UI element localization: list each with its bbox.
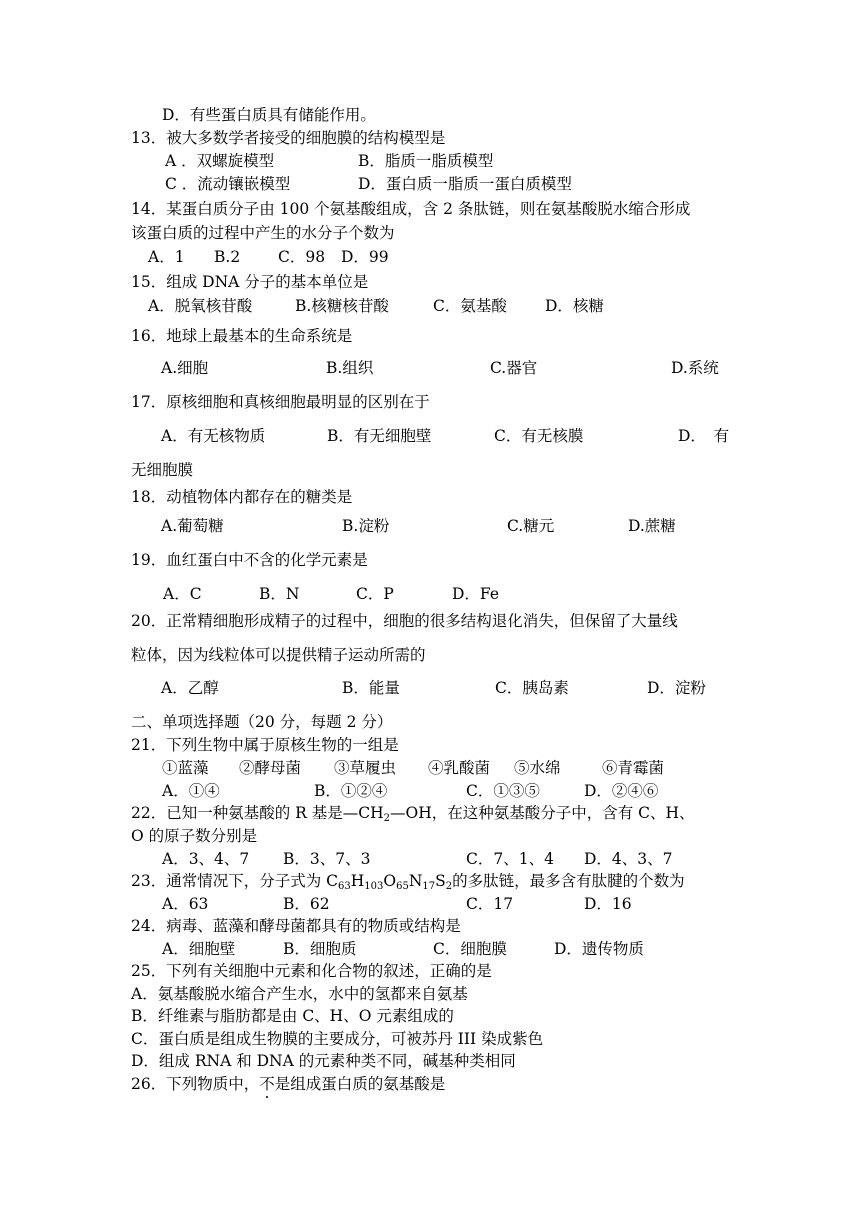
q13-option-b: B．脂质一脂质模型 bbox=[358, 152, 494, 170]
q21-organism-2: ②酵母菌 bbox=[239, 759, 302, 777]
q15-option-b: B.核糖核苷酸 bbox=[295, 297, 389, 315]
q14-option-b: B.2 bbox=[214, 248, 241, 266]
q19-option-b: B．N bbox=[259, 585, 300, 603]
q26-stem-pre: 26．下列物质中， bbox=[131, 1075, 260, 1093]
q23-sub-n: 17 bbox=[422, 881, 436, 892]
q21-option-d: D．②④⑥ bbox=[584, 782, 659, 800]
q25-stem: 25．下列有关细胞中元素和化合物的叙述，正确的是 bbox=[131, 962, 492, 980]
q20-option-a: A．乙醇 bbox=[161, 679, 219, 697]
q20-option-d: D．淀粉 bbox=[647, 679, 706, 697]
q20-stem-line2: 粒体，因为线粒体可以提供精子运动所需的 bbox=[131, 646, 426, 664]
q18-option-d: D.蔗糖 bbox=[628, 517, 676, 535]
q23-stem-pre: 23．通常情况下，分子式为 C bbox=[131, 872, 339, 890]
q21-option-a: A．①④ bbox=[162, 782, 220, 800]
q24-option-a: A．细胞壁 bbox=[162, 940, 236, 958]
q23-sub-h: 103 bbox=[364, 881, 384, 892]
q23-sub-o: 65 bbox=[396, 881, 409, 892]
q23-h: H bbox=[350, 872, 365, 890]
q18-option-a: A.葡萄糖 bbox=[161, 517, 224, 535]
q26-stem bbox=[131, 1074, 445, 1094]
q17-option-c: C．有无核膜 bbox=[494, 427, 584, 445]
q25-option-d: D．组成 RNA 和 DNA 的元素种类不同，碱基种类相同 bbox=[131, 1052, 516, 1070]
q23-option-a: A．63 bbox=[162, 895, 209, 913]
q14-option-a: A．1 bbox=[148, 248, 185, 266]
q21-organism-6: ⑥青霉菌 bbox=[602, 759, 665, 777]
q23-option-b: B．62 bbox=[283, 895, 330, 913]
q21-organism-5: ⑤水绵 bbox=[514, 759, 561, 777]
q18-option-c: C.糖元 bbox=[507, 517, 555, 535]
q23-stem-post: 的多肽链，最多含有肽腱的个数为 bbox=[452, 872, 685, 890]
q17-stem: 17．原核细胞和真核细胞最明显的区别在于 bbox=[131, 393, 430, 411]
q13-option-a: A ．双螺旋模型 bbox=[165, 152, 275, 170]
q16-option-b: B.组织 bbox=[326, 359, 374, 377]
q23-n: N bbox=[408, 872, 423, 890]
q22-stem-part1: 22．已知一种氨基酸的 R 基是—CH bbox=[131, 804, 384, 822]
q13-option-d: D．蛋白质一脂质一蛋白质模型 bbox=[358, 175, 572, 193]
q22-option-c: C．7、1、4 bbox=[466, 850, 554, 868]
q14-stem-line2: 该蛋白质的过程中产生的水分子个数为 bbox=[131, 224, 395, 242]
q23-o: O bbox=[383, 872, 397, 890]
q23-option-c: C．17 bbox=[466, 895, 514, 913]
q16-option-a: A.细胞 bbox=[161, 359, 209, 377]
q25-option-c: C．蛋白质是组成生物膜的主要成分，可被苏丹 III 染成紫色 bbox=[131, 1030, 544, 1048]
q20-stem-line1: 20．正常精细胞形成精子的过程中，细胞的很多结构退化消失，但保留了大量线 bbox=[131, 612, 678, 630]
q22-stem-part2: —OH，在这种氨基酸分子中，含有 C、H、 bbox=[390, 804, 695, 822]
q16-option-c: C.器官 bbox=[490, 359, 538, 377]
q14-option-c: C．98 bbox=[278, 248, 326, 266]
q16-option-d: D.系统 bbox=[671, 359, 719, 377]
q24-stem: 24．病毒、蓝藻和酵母菌都具有的物质或结构是 bbox=[131, 917, 461, 935]
q21-stem: 21．下列生物中属于原核生物的一组是 bbox=[131, 736, 399, 754]
q22-option-d: D．4、3、7 bbox=[584, 850, 673, 868]
q16-stem: 16．地球上最基本的生命系统是 bbox=[131, 327, 353, 345]
q17-option-d: D． 有 bbox=[678, 427, 730, 445]
q15-option-c: C．氨基酸 bbox=[433, 297, 507, 315]
q19-option-c: C．P bbox=[356, 585, 394, 603]
q12-option-d: D．有些蛋白质具有储能作用。 bbox=[162, 106, 376, 124]
q17-option-d-continued: 无细胞膜 bbox=[131, 461, 194, 479]
q21-option-b: B．①②④ bbox=[314, 782, 388, 800]
q17-option-a: A．有无核物质 bbox=[161, 427, 266, 445]
q23-s: S bbox=[435, 872, 446, 890]
q18-option-b: B.淀粉 bbox=[342, 517, 390, 535]
q25-option-a: A．氨基酸脱水缩合产生水，水中的氢都来自氨基 bbox=[131, 985, 468, 1003]
q24-option-d: D．遗传物质 bbox=[554, 940, 644, 958]
q23-sub-s: 2 bbox=[445, 881, 453, 892]
q13-option-c: C ．流动镶嵌模型 bbox=[165, 175, 291, 193]
q18-stem: 18．动植物体内都存在的糖类是 bbox=[131, 488, 353, 506]
q22-stem-line2: O 的原子数分别是 bbox=[131, 827, 258, 845]
q24-option-b: B．细胞质 bbox=[283, 940, 357, 958]
q13-stem: 13．被大多数学者接受的细胞膜的结构模型是 bbox=[131, 129, 446, 147]
q15-option-d: D．核糖 bbox=[545, 297, 604, 315]
q19-option-d: D．Fe bbox=[452, 585, 500, 603]
q24-option-c: C．细胞膜 bbox=[433, 940, 507, 958]
q21-organism-3: ③草履虫 bbox=[334, 759, 397, 777]
q21-organism-4: ④乳酸菌 bbox=[428, 759, 491, 777]
section-2-heading: 二、单项选择题（20 分，每题 2 分） bbox=[131, 713, 393, 731]
q14-option-d: D．99 bbox=[341, 248, 389, 266]
q22-subscript: 2 bbox=[383, 813, 391, 824]
q21-organism-1: ①蓝藻 bbox=[162, 759, 209, 777]
q19-option-a: A．C bbox=[163, 585, 202, 603]
q22-option-b: B．3、7、3 bbox=[283, 850, 371, 868]
q15-stem: 15．组成 DNA 分子的基本单位是 bbox=[131, 273, 369, 291]
q22-option-a: A．3、4、7 bbox=[162, 850, 250, 868]
q26-stem-post: 是组成蛋白质的氨基酸是 bbox=[274, 1075, 446, 1093]
q15-option-a: A．脱氧核苷酸 bbox=[148, 297, 253, 315]
q23-sub-c: 63 bbox=[338, 881, 351, 892]
q19-stem: 19．血红蛋白中不含的化学元素是 bbox=[131, 551, 368, 569]
q14-stem-line1: 14．某蛋白质分子由 100 个氨基酸组成，含 2 条肽链，则在氨基酸脱水缩合形成 bbox=[131, 200, 691, 218]
q20-option-b: B．能量 bbox=[342, 679, 400, 697]
q20-option-c: C．胰岛素 bbox=[495, 679, 569, 697]
q25-option-b: B．纤维素与脂肪都是由 C、H、O 元素组成的 bbox=[131, 1007, 454, 1025]
q23-option-d: D．16 bbox=[584, 895, 632, 913]
q26-emphasis: 不 bbox=[259, 1075, 275, 1093]
q21-option-c: C．①③⑤ bbox=[466, 782, 540, 800]
q17-option-b: B．有无细胞壁 bbox=[327, 427, 432, 445]
